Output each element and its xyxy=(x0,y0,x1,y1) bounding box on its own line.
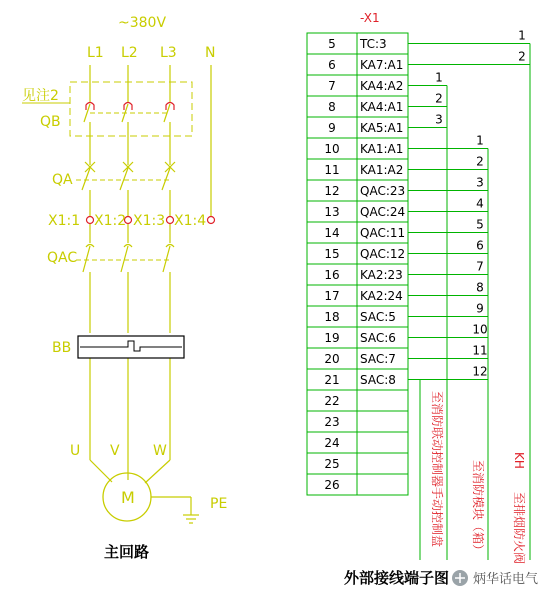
terminal-function-label: SAC:6 xyxy=(360,331,396,345)
terminal-function-label: TC:3 xyxy=(360,37,387,51)
main-circuit-caption: 主回路 xyxy=(104,543,150,561)
terminal-label-cell xyxy=(357,453,408,474)
terminal-number: 11 xyxy=(324,163,340,177)
terminal-function-label: KA5:A1 xyxy=(360,121,404,135)
terminal-function-label: KA1:A2 xyxy=(360,163,404,177)
terminal-function-label: QAC:11 xyxy=(360,226,406,240)
terminal-function-label: KA7:A1 xyxy=(360,58,404,72)
terminal-row xyxy=(307,201,408,222)
terminal-row xyxy=(307,117,408,138)
terminal-row xyxy=(307,222,408,243)
cable-number: 2 xyxy=(518,49,526,64)
pe-ground xyxy=(151,497,199,523)
terminal-function-label: KA4:A1 xyxy=(360,100,404,114)
terminal-row xyxy=(307,411,408,432)
cable-number: 8 xyxy=(476,280,484,295)
qa-breaker xyxy=(52,162,175,190)
qac-label: QAC xyxy=(47,250,78,266)
terminal-label-cell xyxy=(357,474,408,495)
terminal-number: 23 xyxy=(324,415,340,429)
terminal-row xyxy=(307,243,408,264)
main-circuit xyxy=(22,15,227,561)
qb-disconnector xyxy=(22,82,192,136)
bb-label: BB xyxy=(52,340,72,356)
terminal-row xyxy=(307,285,408,306)
terminal-function-label: QAC:24 xyxy=(360,205,406,219)
output-label-u: U xyxy=(70,443,81,459)
terminal-row xyxy=(307,159,408,180)
terminal-number: 16 xyxy=(324,268,340,282)
motor-label: M xyxy=(121,488,135,507)
cable-group-kh xyxy=(408,29,530,561)
destination-fan: 至消防模块（箱） xyxy=(471,460,485,557)
terminal-row xyxy=(307,474,408,495)
terminal-row xyxy=(307,306,408,327)
terminal-label-cell xyxy=(357,432,408,453)
bb-overload-relay xyxy=(52,336,184,358)
terminal-number: 18 xyxy=(324,310,340,324)
cable-number: 2 xyxy=(476,154,484,169)
terminal-number: 26 xyxy=(324,478,340,492)
terminal-row xyxy=(307,453,408,474)
cable-number: 12 xyxy=(472,364,488,379)
cable-number: 5 xyxy=(476,217,484,232)
cable-number: 1 xyxy=(435,70,443,85)
output-label-w: W xyxy=(153,443,167,459)
terminal-row xyxy=(307,432,408,453)
terminal-number: 17 xyxy=(324,289,340,303)
terminal-label-3: X1:3 xyxy=(133,213,166,229)
terminal-number: 25 xyxy=(324,457,340,471)
phase-label-l2: L2 xyxy=(121,45,138,61)
terminal-number: 19 xyxy=(324,331,340,345)
terminal-row xyxy=(307,348,408,369)
cable-number: 2 xyxy=(435,91,443,106)
terminal-number: 20 xyxy=(324,352,340,366)
cable-number: 9 xyxy=(476,301,484,316)
terminal-function-label: SAC:8 xyxy=(360,373,396,387)
terminal-number: 5 xyxy=(328,37,336,51)
terminal-x1-3 xyxy=(167,217,174,224)
terminal-row xyxy=(307,369,408,390)
watermark xyxy=(452,570,538,587)
qb-label: QB xyxy=(40,114,61,130)
terminal-label-1: X1:1 xyxy=(48,213,81,229)
terminal-label-cell xyxy=(357,390,408,411)
cable-groups xyxy=(408,29,530,561)
terminal-function-label: KA2:23 xyxy=(360,268,403,282)
terminal-number: 15 xyxy=(324,247,340,261)
terminal-function-label: SAC:7 xyxy=(360,352,396,366)
watermark-text: 炳华话电气 xyxy=(473,572,539,587)
terminal-number: 6 xyxy=(328,58,336,72)
terminal-row xyxy=(307,33,408,54)
terminal-label-2: X1:2 xyxy=(94,213,127,229)
terminal-row xyxy=(307,96,408,117)
terminal-row xyxy=(307,327,408,348)
phase-label-n: N xyxy=(205,45,216,61)
terminal-row xyxy=(307,180,408,201)
terminal-function-label: KA2:24 xyxy=(360,289,403,303)
terminal-x1-1 xyxy=(87,217,94,224)
cable-number: 3 xyxy=(435,112,443,127)
x1-terminals xyxy=(48,213,215,229)
terminal-number: 22 xyxy=(324,394,340,408)
cable-number: 1 xyxy=(476,133,484,148)
terminal-function-label: SAC:5 xyxy=(360,310,396,324)
cable-number: 3 xyxy=(476,175,484,190)
terminal-number: 9 xyxy=(328,121,336,135)
destination-kh: 至排烟防火阀 xyxy=(512,492,526,565)
terminal-label-cell xyxy=(357,411,408,432)
terminal-number: 13 xyxy=(324,205,340,219)
motor xyxy=(103,473,151,521)
qac-contactor xyxy=(47,245,174,273)
destination-kh-suffix: KH xyxy=(512,452,526,469)
terminal-function-label: QAC:12 xyxy=(360,247,406,261)
terminal-number: 14 xyxy=(324,226,340,240)
terminal-function-label: KA4:A2 xyxy=(360,79,404,93)
terminal-label-4: X1:4 xyxy=(174,213,207,229)
cable-number: 11 xyxy=(472,343,488,358)
terminal-block-caption: 外部接线端子图 xyxy=(344,569,450,587)
terminal-number: 8 xyxy=(328,100,336,114)
terminal-x1-4 xyxy=(208,217,215,224)
terminal-row xyxy=(307,390,408,411)
cable-number: 4 xyxy=(476,196,484,211)
cable-number: 10 xyxy=(472,322,488,337)
destination-panel: 至消防联动控制器手动控制盘 xyxy=(430,391,444,548)
voltage-label: ~380V xyxy=(118,15,167,31)
phase-label-l3: L3 xyxy=(160,45,177,61)
terminal-number: 24 xyxy=(324,436,340,450)
terminal-number: 12 xyxy=(324,184,340,198)
output-label-v: V xyxy=(110,443,120,459)
terminal-row xyxy=(307,138,408,159)
note-label: 见注2 xyxy=(22,88,59,104)
qa-label: QA xyxy=(52,172,73,188)
terminal-number: 21 xyxy=(324,373,340,387)
terminal-function-label: KA1:A1 xyxy=(360,142,404,156)
terminal-row xyxy=(307,54,408,75)
terminal-rows xyxy=(307,33,408,495)
terminal-number: 10 xyxy=(324,142,340,156)
pe-label: PE xyxy=(210,496,228,512)
phase-wires xyxy=(90,65,211,483)
terminal-number: 7 xyxy=(328,79,336,93)
terminal-block xyxy=(307,11,530,587)
terminal-row xyxy=(307,264,408,285)
terminal-function-label: QAC:23 xyxy=(360,184,406,198)
cable-number: 6 xyxy=(476,238,484,253)
phase-label-l1: L1 xyxy=(87,45,104,61)
terminal-block-title: -X1 xyxy=(360,11,380,25)
cable-number: 7 xyxy=(476,259,484,274)
terminal-row xyxy=(307,75,408,96)
cable-number: 1 xyxy=(518,28,526,43)
